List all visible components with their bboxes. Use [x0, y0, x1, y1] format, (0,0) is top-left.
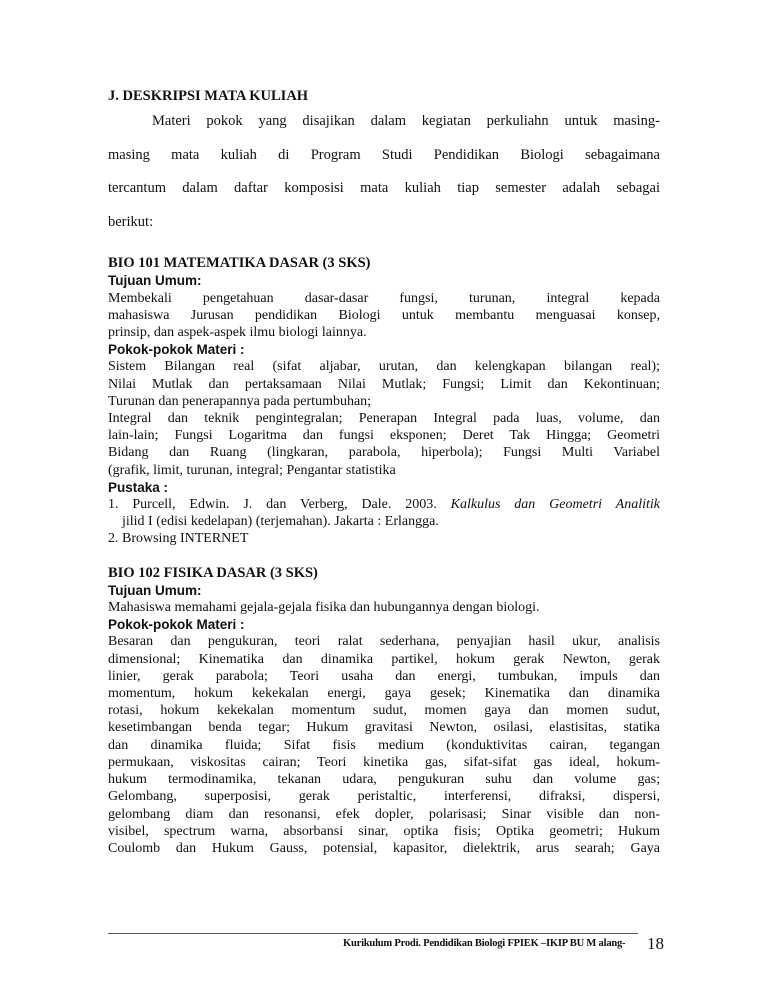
goal-line: prinsip, dan aspek-aspek ilmu biologi lainnya.: [108, 325, 367, 341]
topic-line: Besaran dan pengukuran, teori ralat sederhana, penyajian hasil ukur, analisis: [108, 634, 660, 650]
topic-line: dimensional; Kinematika dan dinamika partikel, hokum gerak Newton, gerak: [108, 651, 660, 667]
goal-line: mahasiswa Jurusan pendidikan Biologi untuk membantu menguasai konsep,: [108, 307, 660, 323]
topic-line: rotasi, hokum kekekalan momentum sudut, momen gaya dan momen sudut,: [108, 703, 660, 719]
page-number: 18: [647, 934, 664, 953]
topic-line: hukum termodinamika, tekanan udara, pengukuran suhu dan volume gas;: [108, 772, 660, 788]
reference-prefix: 1. Purcell, Edwin. J. dan Verberg, Dale. 2003.: [108, 497, 451, 513]
topic-line: Coulomb dan Hukum Gauss, potensial, kapasitor, dielektrik, arus searah; Gaya: [108, 840, 660, 856]
spacer: [108, 548, 660, 565]
topic-line: Sistem Bilangan real (sifat aljabar, urutan, dan kelengkapan bilangan real);: [108, 359, 660, 375]
topic-line: Bidang dan Ruang (lingkaran, parabola, hiperbola); Fungsi Multi Variabel: [108, 445, 660, 461]
footer-divider: [108, 933, 638, 934]
course-title: BIO 101 MATEMATIKA DASAR (3 SKS): [108, 255, 371, 272]
topic-line: gelombang diam dan resonansi, efek dopler, polarisasi; Sinar visible dan non-: [108, 806, 660, 822]
goal-label: Tujuan Umum:: [108, 582, 202, 598]
course-bio101: [108, 255, 660, 547]
topic-line: Turunan dan penerapannya pada pertumbuhan;: [108, 393, 372, 409]
topic-line: (grafik, limit, turunan, integral; Pengantar statistika: [108, 462, 396, 478]
section-title: J. DESKRIPSI MATA KULIAH: [108, 88, 309, 104]
course-title: BIO 102 FISIKA DASAR (3 SKS): [108, 564, 318, 581]
footer-text: Kurikulum Prodi. Pendidikan Biologi FPIEK –IKIP BU M alang-: [343, 938, 626, 949]
topic-line: lain-lain; Fungsi Logaritma dan fungsi eksponen; Deret Tak Hingga; Geometri: [108, 428, 660, 444]
intro-line: berikut:: [108, 213, 154, 230]
topics-label: Pokok-pokok Materi :: [108, 617, 245, 633]
reference-continuation: jilid I (edisi kedelapan) (terjemahan). Jakarta : Erlangga.: [122, 514, 439, 530]
topic-line: dan dinamika fluida; Sifat fisis medium (konduktivitas cairan, tegangan: [108, 737, 660, 753]
topic-line: visibel, spectrum warna, absorbansi sinar, optika fisis; Optika geometri; Hukum: [108, 823, 660, 839]
reference-item: 2. Browsing INTERNET: [108, 531, 249, 547]
spacer: [108, 239, 660, 255]
topic-line: Gelombang, superposisi, gerak peristaltic, interferensi, difraksi, dispersi,: [108, 789, 660, 805]
topic-line: linier, gerak parabola; Teori usaha dan energi, tumbukan, impuls dan: [108, 668, 660, 684]
topic-line: momentum, hokum kekekalan energi, gaya gesek; Kinematika dan dinamika: [108, 686, 660, 702]
intro-line: Materi pokok yang disajikan dalam kegiatan perkuliahn untuk masing-: [152, 113, 660, 130]
reference-item: [108, 496, 660, 513]
topic-line: permukaan, viskositas cairan; Teori kinetika gas, sifat-sifat gas ideal, hokum-: [108, 754, 660, 770]
course-bio102: [108, 565, 660, 857]
goal-line: Membekali pengetahuan dasar-dasar fungsi, turunan, integral kepada: [108, 290, 660, 306]
intro-line: masing mata kuliah di Program Studi Pendidikan Biologi sebagaimana: [108, 146, 660, 163]
topic-line: Nilai Mutlak dan pertaksamaan Nilai Mutlak; Fungsi; Limit dan Kekontinuan;: [108, 376, 660, 392]
reference-title: Kalkulus dan Geometri Analitik: [450, 497, 660, 513]
topic-lines: [108, 633, 660, 857]
references-label: Pustaka :: [108, 479, 169, 495]
intro-line: tercantum dalam daftar komposisi mata kuliah tiap semester adalah sebagai: [108, 180, 660, 197]
intro-paragraph: [108, 105, 660, 239]
document-page: [108, 88, 660, 857]
topics-label: Pokok-pokok Materi :: [108, 342, 245, 358]
topic-line: Integral dan teknik pengintegralan; Penerapan Integral pada luas, volume, dan: [108, 411, 660, 427]
topic-line: kesetimbangan benda tegar; Hukum gravitasi Newton, osilasi, elastisitas, statika: [108, 720, 660, 736]
goal-label: Tujuan Umum:: [108, 273, 202, 289]
goal-line: Mahasiswa memahami gejala-gejala fisika dan hubungannya dengan biologi.: [108, 600, 540, 616]
